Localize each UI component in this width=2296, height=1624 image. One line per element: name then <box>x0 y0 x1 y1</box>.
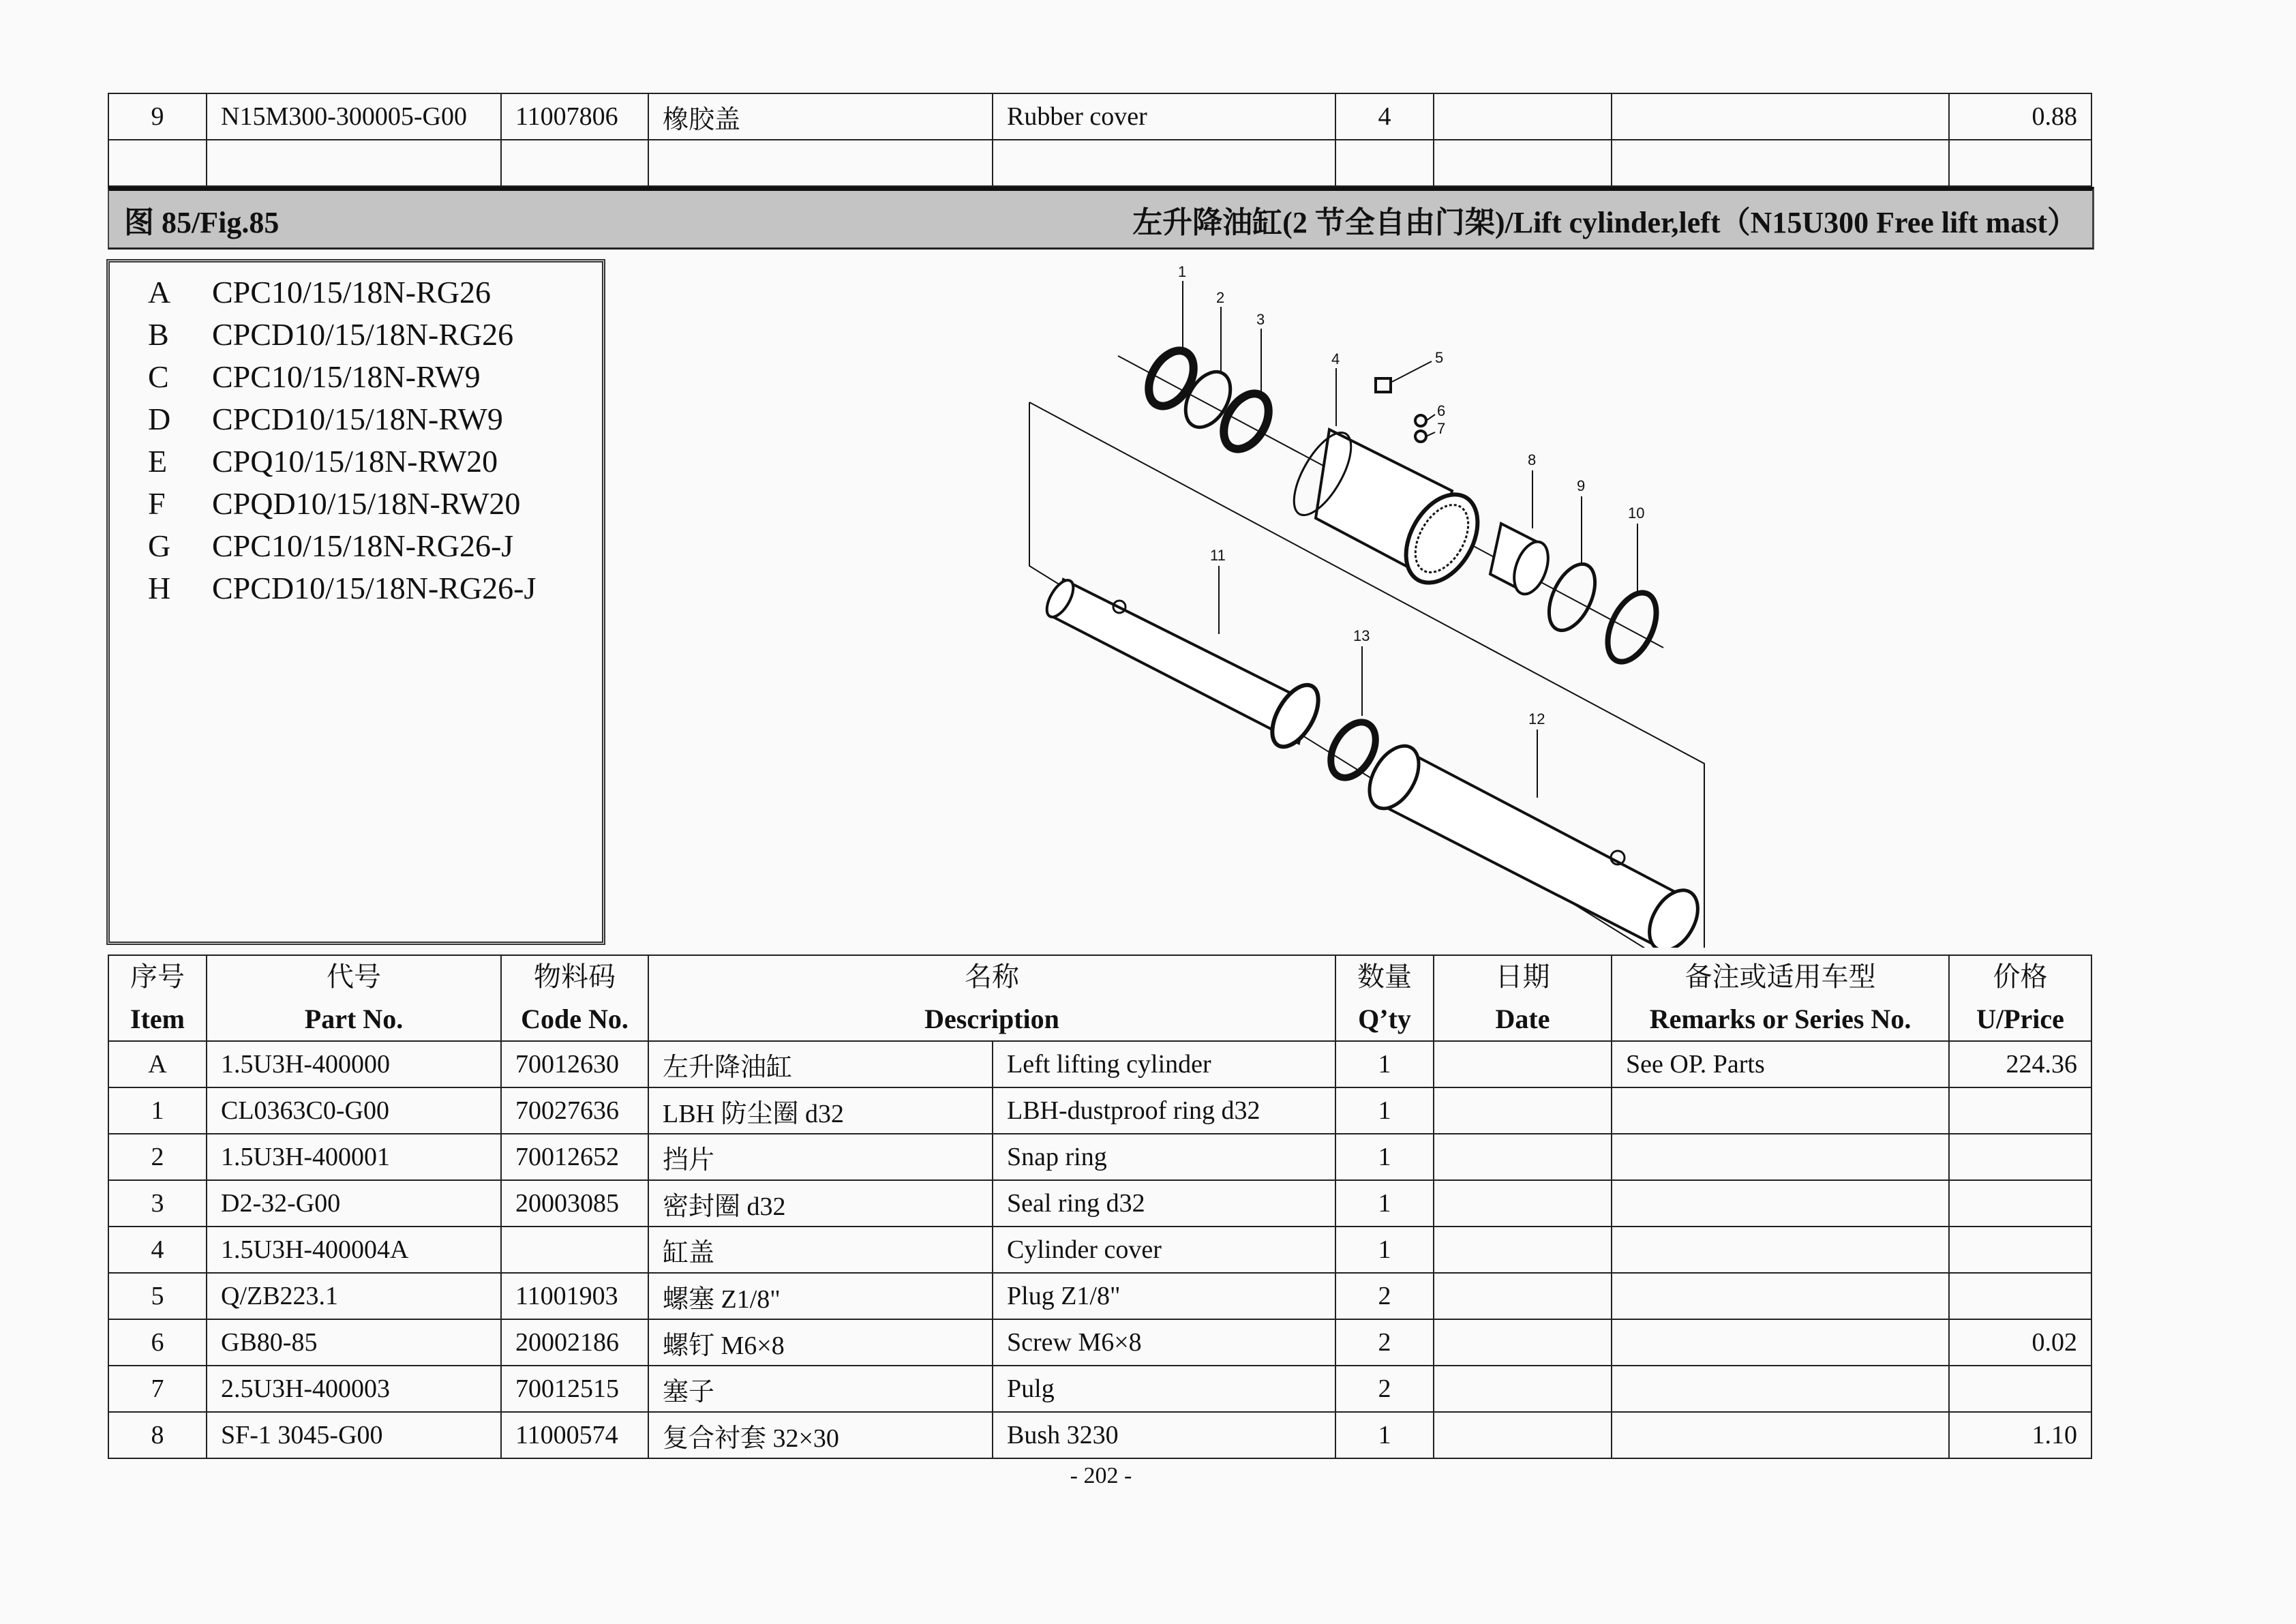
cell-part-no: D2-32-G00 <box>207 1180 501 1227</box>
callout-8: 8 <box>1528 451 1537 468</box>
cell-code-no: 11001903 <box>501 1273 648 1319</box>
callout-9: 9 <box>1577 477 1586 494</box>
header-price <box>1949 955 2091 1041</box>
cell-price: 0.88 <box>1949 93 2091 140</box>
callout-13: 13 <box>1353 627 1370 644</box>
table-row <box>108 1041 2091 1087</box>
table-row <box>108 1227 2091 1273</box>
cell-code-no <box>501 140 648 186</box>
cell-price <box>1949 1227 2091 1273</box>
table-header-row <box>108 955 2091 1041</box>
callout-5: 5 <box>1435 349 1444 366</box>
cell-desc-en: LBH-dustproof ring d32 <box>993 1087 1335 1134</box>
header-code-no-en: Code No. <box>521 1004 629 1034</box>
cell-price <box>1949 1273 2091 1319</box>
header-item <box>108 955 207 1041</box>
cell-qty: 1 <box>1335 1412 1434 1458</box>
model-list <box>106 259 605 945</box>
header-code-no-cn: 物料码 <box>534 961 616 992</box>
cell-qty: 2 <box>1335 1319 1434 1366</box>
cell-desc-en: Plug Z1/8" <box>993 1273 1335 1319</box>
header-price-en: U/Price <box>1976 1004 2064 1034</box>
cell-item <box>108 140 207 186</box>
cell-desc-en: Cylinder cover <box>993 1227 1335 1273</box>
callout-1: 1 <box>1178 266 1187 280</box>
cell-code-no: 20003085 <box>501 1180 648 1227</box>
cell-qty: 1 <box>1335 1180 1434 1227</box>
model-name: CPC10/15/18N-RW9 <box>212 359 481 394</box>
table-row <box>108 1366 2091 1412</box>
header-price-cn: 价格 <box>1993 961 2048 992</box>
header-description <box>648 955 1335 1041</box>
cell-part-no: 1.5U3H-400001 <box>207 1134 501 1180</box>
cell-item: 6 <box>108 1319 207 1366</box>
cell-item: 7 <box>108 1366 207 1412</box>
table-row <box>108 140 2091 186</box>
cell-desc-cn: 复合衬套 32×30 <box>648 1412 993 1458</box>
cell-item: 8 <box>108 1412 207 1458</box>
cell-date <box>1434 1366 1612 1412</box>
cell-date <box>1434 1273 1612 1319</box>
header-item-cn: 序号 <box>130 961 185 992</box>
cell-code-no: 20002186 <box>501 1319 648 1366</box>
cell-desc-cn: 橡胶盖 <box>648 93 993 140</box>
seal-ring-icon <box>1215 386 1278 457</box>
table-row <box>108 1273 2091 1319</box>
cell-code-no: 11000574 <box>501 1412 648 1458</box>
cell-price: 1.10 <box>1949 1412 2091 1458</box>
figure-header <box>108 187 2094 250</box>
cell-desc-cn: 螺塞 Z1/8" <box>648 1273 993 1319</box>
cell-date <box>1434 1041 1612 1087</box>
model-name: CPCD10/15/18N-RG26-J <box>212 570 537 605</box>
cell-part-no: 1.5U3H-400004A <box>207 1227 501 1273</box>
cell-part-no <box>207 140 501 186</box>
cell-remarks <box>1612 1087 1949 1134</box>
callout-3: 3 <box>1256 311 1265 328</box>
model-item <box>110 355 602 397</box>
header-date <box>1434 955 1612 1041</box>
dustproof-ring-icon <box>1140 343 1203 414</box>
cell-remarks <box>1612 1180 1949 1227</box>
cylinder-barrel-icon <box>1359 738 1708 948</box>
cell-part-no: 2.5U3H-400003 <box>207 1366 501 1412</box>
callout-4: 4 <box>1331 350 1340 367</box>
cell-date <box>1434 140 1612 186</box>
callout-10: 10 <box>1628 505 1645 522</box>
cell-part-no: SF-1 3045-G00 <box>207 1412 501 1458</box>
model-letter: D <box>148 401 171 436</box>
cell-code-no: 70012630 <box>501 1041 648 1087</box>
cell-item: A <box>108 1041 207 1087</box>
cell-price: 0.02 <box>1949 1319 2091 1366</box>
cell-part-no: Q/ZB223.1 <box>207 1273 501 1319</box>
model-name: CPCD10/15/18N-RW9 <box>212 401 503 436</box>
cell-remarks <box>1612 1412 1949 1458</box>
bush-icon <box>1490 524 1554 599</box>
piston-rod-icon <box>1042 576 1328 754</box>
callout-11: 11 <box>1210 547 1226 564</box>
cell-code-no: 70012515 <box>501 1366 648 1412</box>
continued-parts-table <box>108 93 2092 187</box>
header-date-en: Date <box>1495 1004 1550 1034</box>
model-item <box>110 271 602 313</box>
model-letter: B <box>148 316 169 352</box>
cell-desc-cn <box>648 140 993 186</box>
model-letter: A <box>148 274 171 310</box>
table-row <box>108 1412 2091 1458</box>
parts-table <box>108 954 2092 1459</box>
header-qty <box>1335 955 1434 1041</box>
header-qty-en: Q’ty <box>1358 1004 1411 1034</box>
cell-price <box>1949 140 2091 186</box>
table-row <box>108 1319 2091 1366</box>
cell-item: 4 <box>108 1227 207 1273</box>
cell-desc-cn: 挡片 <box>648 1134 993 1180</box>
cell-qty: 1 <box>1335 1227 1434 1273</box>
cell-remarks <box>1612 140 1949 186</box>
table-row <box>108 1180 2091 1227</box>
cell-desc-en: Left lifting cylinder <box>993 1041 1335 1087</box>
figure-title: 左升降油缸(2 节全自由门架)/Lift cylinder,left（N15U300 Free lift mast） <box>1132 205 2077 239</box>
cell-date <box>1434 1412 1612 1458</box>
cell-price <box>1949 1087 2091 1134</box>
header-item-en: Item <box>130 1004 185 1034</box>
header-qty-cn: 数量 <box>1357 961 1413 992</box>
header-remarks <box>1612 955 1949 1041</box>
model-name: CPQD10/15/18N-RW20 <box>212 485 521 521</box>
model-item <box>110 313 602 355</box>
header-remarks-cn: 备注或适用车型 <box>1685 961 1876 992</box>
cell-remarks <box>1612 1227 1949 1273</box>
callout-2: 2 <box>1216 289 1225 306</box>
cell-date <box>1434 1087 1612 1134</box>
plug-icon <box>1415 431 1426 442</box>
model-item <box>110 567 602 609</box>
table-row <box>108 1134 2091 1180</box>
figure-number: 图 85/Fig.85 <box>124 205 280 239</box>
cell-remarks <box>1612 1134 1949 1180</box>
model-letter: C <box>148 359 169 394</box>
callout-6: 6 <box>1437 402 1446 419</box>
header-date-cn: 日期 <box>1495 961 1550 992</box>
cell-qty: 1 <box>1335 1041 1434 1087</box>
cell-qty: 2 <box>1335 1273 1434 1319</box>
page-number: - 202 - <box>1070 1463 1132 1488</box>
cell-desc-cn: 塞子 <box>648 1366 993 1412</box>
exploded-cylinder-diagram <box>1009 266 1732 948</box>
cell-date <box>1434 1180 1612 1227</box>
cell-code-no: 11007806 <box>501 93 648 140</box>
cell-desc-en <box>993 140 1335 186</box>
cell-item: 5 <box>108 1273 207 1319</box>
model-letter: G <box>148 528 171 563</box>
cell-date <box>1434 93 1612 140</box>
cell-part-no: 1.5U3H-400000 <box>207 1041 501 1087</box>
header-part-no <box>207 955 501 1041</box>
cell-qty <box>1335 140 1434 186</box>
cell-code-no: 70012652 <box>501 1134 648 1180</box>
model-item <box>110 524 602 567</box>
cell-item: 9 <box>108 93 207 140</box>
cell-remarks: See OP. Parts <box>1612 1041 1949 1087</box>
cell-desc-en: Screw M6×8 <box>993 1319 1335 1366</box>
plug-icon <box>1376 378 1391 392</box>
cell-remarks <box>1612 1366 1949 1412</box>
model-name: CPQ10/15/18N-RW20 <box>212 443 498 479</box>
cell-date <box>1434 1134 1612 1180</box>
model-letter: E <box>148 443 168 479</box>
header-code-no <box>501 955 648 1041</box>
cell-remarks <box>1612 1319 1949 1366</box>
cell-code-no: 70027636 <box>501 1087 648 1134</box>
header-description-cn: 名称 <box>965 961 1019 992</box>
cell-part-no: CL0363C0-G00 <box>207 1087 501 1134</box>
cell-desc-en: Seal ring d32 <box>993 1180 1335 1227</box>
header-remarks-en: Remarks or Series No. <box>1649 1004 1912 1034</box>
cylinder-cover-icon <box>1283 424 1492 595</box>
cell-desc-cn: LBH 防尘圈 d32 <box>648 1087 993 1134</box>
cell-part-no: GB80-85 <box>207 1319 501 1366</box>
o-ring-icon <box>1540 557 1605 637</box>
cell-qty: 1 <box>1335 1087 1434 1134</box>
cell-desc-cn: 左升降油缸 <box>648 1041 993 1087</box>
model-item <box>110 397 602 440</box>
cell-item: 3 <box>108 1180 207 1227</box>
table-row <box>108 1087 2091 1134</box>
cell-desc-cn: 螺钉 M6×8 <box>648 1319 993 1366</box>
model-name: CPC10/15/18N-RG26-J <box>212 528 514 563</box>
model-letter: F <box>148 485 166 521</box>
cell-desc-en: Pulg <box>993 1366 1335 1412</box>
cell-desc-cn: 密封圈 d32 <box>648 1180 993 1227</box>
cell-part-no: N15M300-300005-G00 <box>207 93 501 140</box>
model-name: CPCD10/15/18N-RG26 <box>212 316 514 352</box>
snap-ring-icon <box>1177 364 1239 435</box>
cell-desc-cn: 缸盖 <box>648 1227 993 1273</box>
header-part-no-cn: 代号 <box>327 961 381 992</box>
model-name: CPC10/15/18N-RG26 <box>212 274 491 310</box>
cell-price <box>1949 1134 2091 1180</box>
cell-desc-en: Rubber cover <box>993 93 1335 140</box>
cell-remarks <box>1612 93 1949 140</box>
cell-date <box>1434 1319 1612 1366</box>
screw-icon <box>1415 415 1426 426</box>
callout-12: 12 <box>1528 710 1545 727</box>
cell-desc-en: Bush 3230 <box>993 1412 1335 1458</box>
model-item <box>110 440 602 482</box>
cell-price <box>1949 1180 2091 1227</box>
table-row <box>108 93 2091 140</box>
cell-qty: 1 <box>1335 1134 1434 1180</box>
cell-code-no <box>501 1227 648 1273</box>
model-item <box>110 482 602 524</box>
ring-icon <box>1598 585 1666 669</box>
cell-qty: 2 <box>1335 1366 1434 1412</box>
cell-remarks <box>1612 1273 1949 1319</box>
cell-item: 1 <box>108 1087 207 1134</box>
header-part-no-en: Part No. <box>304 1004 404 1034</box>
callout-7: 7 <box>1437 420 1446 437</box>
cell-price <box>1949 1366 2091 1412</box>
header-description-en: Description <box>924 1004 1059 1034</box>
cell-date <box>1434 1227 1612 1273</box>
cell-qty: 4 <box>1335 93 1434 140</box>
cell-desc-en: Snap ring <box>993 1134 1335 1180</box>
model-letter: H <box>148 570 171 605</box>
cell-item: 2 <box>108 1134 207 1180</box>
cell-price: 224.36 <box>1949 1041 2091 1087</box>
